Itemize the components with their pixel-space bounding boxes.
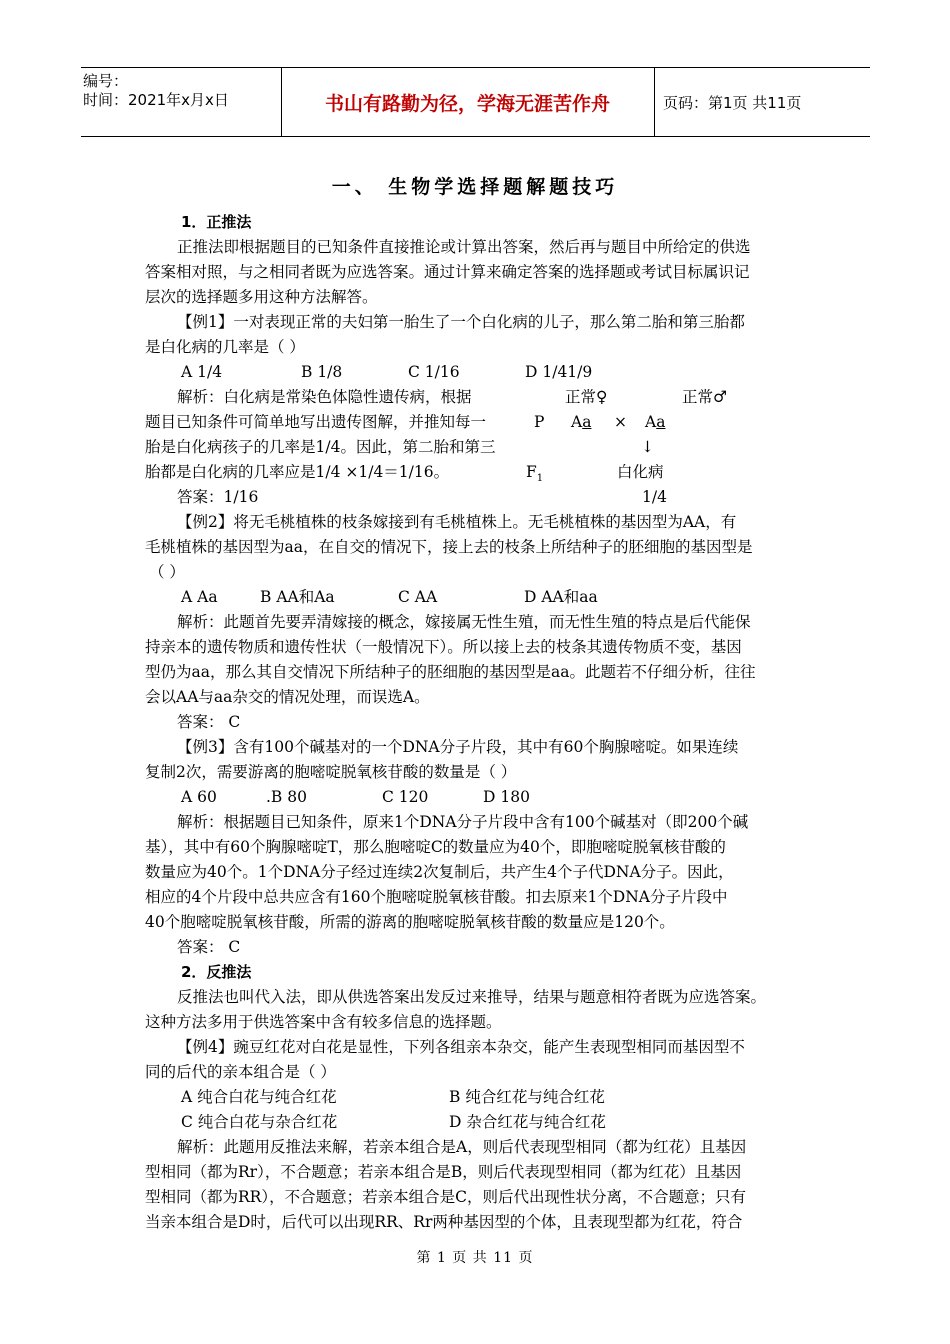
section-heading: 2．反推法 [181,963,252,981]
option-d: D 1/41/9 [525,363,593,381]
analysis-line: 型相同（都为Rr），不合题意；若亲本组合是B，则后代表现型相同（都为红花）且基因 [145,1163,742,1181]
question-line: 复制2次，需要游离的胞嘧啶脱氧核苷酸的数量是（ ） [145,763,517,781]
option-c: C 1/16 [408,363,460,381]
page-footer: 第 1 页 共 11 页 [416,1250,534,1266]
analysis-line: 40个胞嘧啶脱氧核苷酸，所需的游离的胞嘧啶脱氧核苷酸的数量应是120个。 [145,913,675,931]
code-label: 编号： [83,72,129,90]
question-line: 【例2】将无毛桃植株的枝条嫁接到有毛桃植株上。无毛桃植株的基因型为AA，有 [177,513,737,531]
analysis-line: 型相同（都为RR），不合题意；若亲本组合是C，则后代出现性状分离，不合题意；只有 [145,1188,746,1206]
question-line: 是白化病的几率是（ ） [145,338,305,356]
option-c: C 120 [382,788,429,806]
normal-male-label: 正常♂ [682,388,727,406]
question-line: 【例4】豌豆红花对白花是显性，下列各组亲本杂交，能产生表现型相同而基因型不 [177,1038,745,1056]
normal-female-label: 正常♀ [565,388,608,406]
analysis-line: 解析：此题首先要弄清嫁接的概念，嫁接属无性生殖，而无性生殖的特点是后代能保 [177,613,751,631]
analysis-line: 胎是白化病孩子的几率是1/4。因此，第二胎和第三 [145,438,496,456]
section-heading: 1．正推法 [181,213,252,231]
analysis-line: 型仍为aa，那么其自交情况下所结种子的胚细胞的基因型是aa。此题若不仔细分析，往往 [145,663,756,681]
parent-generation-label: P [534,413,545,431]
option-b: B 纯合红花与纯合红花 [449,1088,605,1106]
analysis-line: 相应的4个片段中总共应含有160个胞嘧啶脱氧核苷酸。扣去原来1个DNA分子片段中 [145,888,728,906]
paragraph-line: 正推法即根据题目的已知条件直接推论或计算出答案，然后再与题目中所给定的供选 [177,238,751,256]
question-line: （ ） [149,563,185,581]
analysis-line: 解析：根据题目已知条件，原来1个DNA分子片段中含有100个碱基对（即200个碱 [177,813,749,831]
question-line: 【例3】含有100个碱基对的一个DNA分子片段，其中有60个胸腺嘧啶。如果连续 [177,738,739,756]
document-title: 一、 生物学选择题解题技巧 [331,176,619,198]
option-a: A 60 [181,788,217,806]
header-motto: 书山有路勤为径，学海无涯苦作舟 [324,92,610,115]
option-c: C AA [398,588,438,606]
analysis-line: 胎都是白化病的几率应是1/4 ×1/4＝1/16。 [145,463,450,481]
paragraph-line: 答案相对照，与之相同者既为应选答案。通过计算来确定答案的选择题或考试目标属识记 [145,263,750,281]
date-label: 时间：2021年x月x日 [83,91,229,109]
albino-probability: 1/4 [642,488,667,506]
header-meta [83,72,229,110]
analysis-line: 解析：白化病是常染色体隐性遗传病，根据 [177,388,472,406]
option-b: B AA和Aa [260,588,335,606]
page-header [81,67,870,137]
question-line: 【例1】一对表现正常的夫妇第一胎生了一个白化病的儿子，那么第二胎和第三胎都 [177,313,745,331]
answer-line: 答案： C [177,938,241,956]
analysis-line: 会以AA与aa杂交的情况处理，而误选A。 [145,688,430,706]
header-page-info: 页码：第1页 共11页 [663,94,802,112]
option-d: D 180 [483,788,530,806]
option-a: A 1/4 [181,363,223,381]
option-a: A Aa [181,588,218,606]
analysis-line: 当亲本组合是D时，后代可以出现RR、Rr两种基因型的个体，且表现型都为红花，符合 [145,1213,743,1231]
f1-generation-label: $F_1$ [526,463,544,485]
option-a: A 纯合白花与纯合红花 [181,1088,337,1106]
question-line: 毛桃植株的基因型为aa，在自交的情况下，接上去的枝条上所结种子的胚细胞的基因型是 [145,538,753,556]
analysis-line: 题目已知条件可简单地写出遗传图解，并推知每一 [145,413,487,431]
option-d: D AA和aa [524,588,598,606]
analysis-line: 解析：此题用反推法来解，若亲本组合是A，则后代表现型相同（都为红花）且基因 [177,1138,747,1156]
analysis-line: 基），其中有60个胸腺嘧啶T，那么胞嘧啶C的数量应为40个，即胞嘧啶脱氧核苷酸的 [145,838,726,856]
down-arrow-icon: ↓ [641,438,654,456]
option-b: .B 80 [266,788,307,806]
paragraph-line: 这种方法多用于供选答案中含有较多信息的选择题。 [145,1013,502,1031]
option-c: C 纯合白花与杂合红花 [181,1113,338,1131]
answer-line: 答案：1/16 [177,488,259,506]
albino-label: 白化病 [617,463,664,481]
answer-line: 答案： C [177,713,241,731]
female-genotype: Aa [571,413,592,431]
paragraph-line: 反推法也叫代入法，即从供选答案出发反过来推导，结果与题意相符者既为应选答案。 [177,988,767,1006]
cross-symbol: × [614,413,627,431]
option-b: B 1/8 [301,363,343,381]
analysis-line: 持亲本的遗传物质和遗传性状（一般情况下）。所以接上去的枝条其遗传物质不变，基因 [145,638,742,656]
question-line: 同的后代的亲本组合是（ ） [145,1063,336,1081]
analysis-line: 数量应为40个。1个DNA分子经过连续2次复制后，共产生4个子代DNA分子。因此， [145,863,734,881]
header-divider [654,68,655,136]
paragraph-line: 层次的选择题多用这种方法解答。 [145,288,378,306]
male-genotype: Aa [645,413,666,431]
option-d: D 杂合红花与纯合红花 [449,1113,606,1131]
